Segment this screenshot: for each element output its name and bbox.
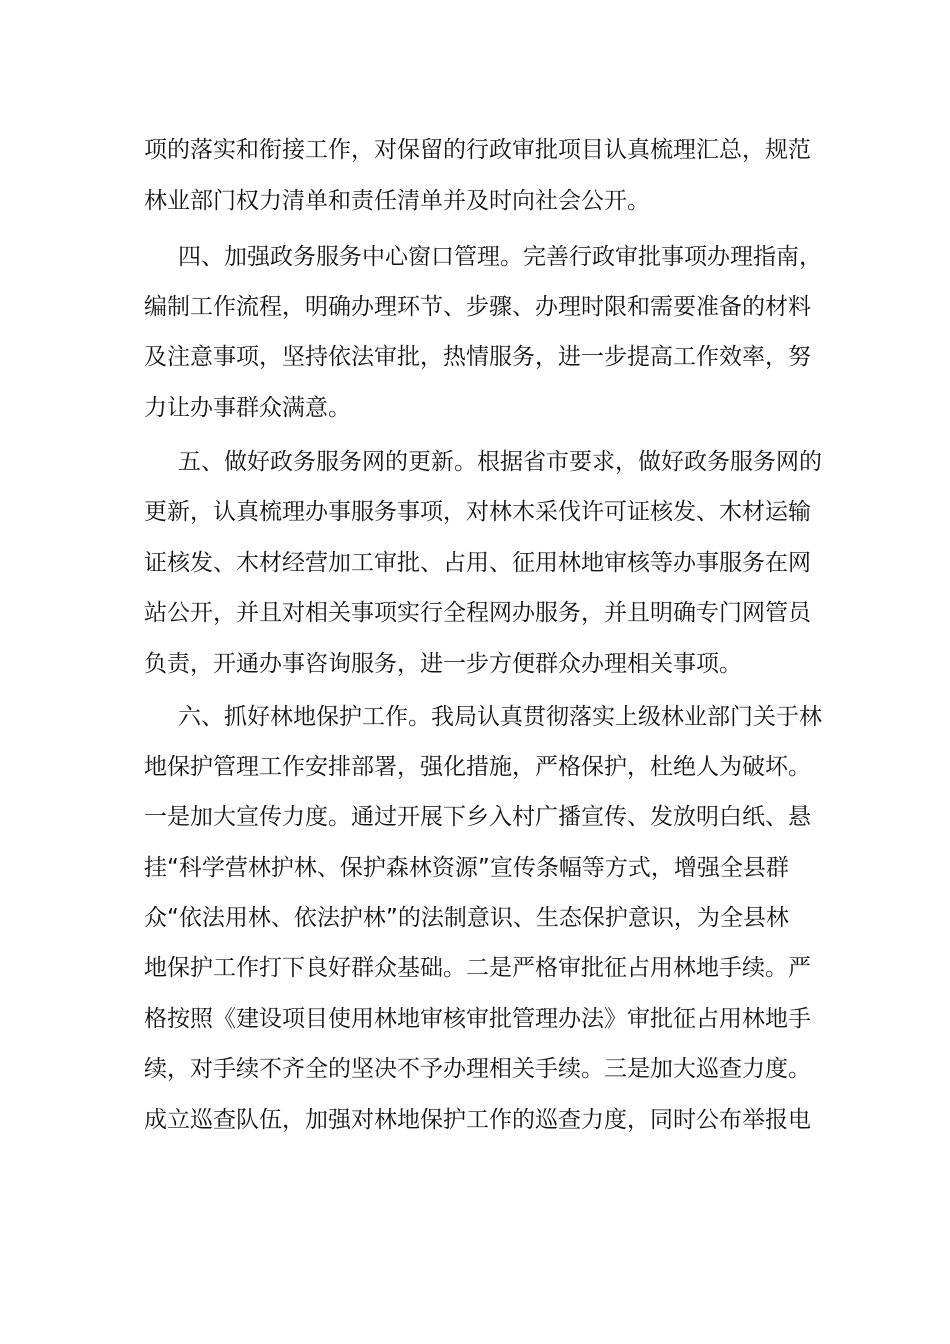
text-line: 成立巡查队伍，加强对林地保护工作的巡查力度，同时公布举报电	[144, 1107, 811, 1133]
text-line: 地保护工作打下良好群众基础。二是严格审批征占用林地手续。严	[144, 955, 811, 981]
text-line: 续，对手续不齐全的坚决不予办理相关手续。三是加大巡查力度。	[144, 1056, 811, 1082]
paragraph-heading-line: 六、抓好林地保护工作。我局认真贯彻落实上级林业部门关于林	[178, 704, 822, 730]
text-line: 负责，开通办事咨询服务，进一步方便群众办理相关事项。	[144, 651, 742, 677]
text-line: 地保护管理工作安排部署，强化措施，严格保护，杜绝人为破坏。	[144, 754, 811, 780]
text-line: 证核发、木材经营加工审批、占用、征用林地审核等办事服务在网	[144, 550, 811, 576]
text-line: 及注意事项，坚持依法审批，热情服务，进一步提高工作效率，努	[144, 344, 811, 370]
text-line: 站公开，并且对相关事项实行全程网办服务，并且明确专门网管员	[144, 600, 811, 626]
paragraph-heading-line: 四、加强政务服务中心窗口管理。完善行政审批事项办理指南，	[178, 244, 822, 270]
text-line: 项的落实和衔接工作，对保留的行政审批项目认真梳理汇总，规范	[144, 137, 811, 163]
text-line: 众“依法用林、依法护林”的法制意识、生态保护意识，为全县林	[144, 905, 789, 931]
text-line: 林业部门权力清单和责任清单并及时向社会公开。	[144, 188, 650, 214]
text-line: 一是加大宣传力度。通过开展下乡入村广播宣传、发放明白纸、悬	[144, 804, 811, 830]
paragraph-heading-line: 五、做好政务服务网的更新。根据省市要求，做好政务服务网的	[178, 449, 822, 475]
text-line: 编制工作流程，明确办理环节、步骤、办理时限和需要准备的材料	[144, 294, 811, 320]
text-line: 挂“科学营林护林、保护森林资源”宣传条幅等方式，增强全县群	[144, 855, 789, 881]
text-line: 力让办事群众满意。	[144, 395, 351, 421]
text-line: 更新，认真梳理办事服务事项，对林木采伐许可证核发、木材运输	[144, 499, 811, 525]
text-line: 格按照《建设项目使用林地审核审批管理办法》审批征占用林地手	[144, 1006, 811, 1032]
